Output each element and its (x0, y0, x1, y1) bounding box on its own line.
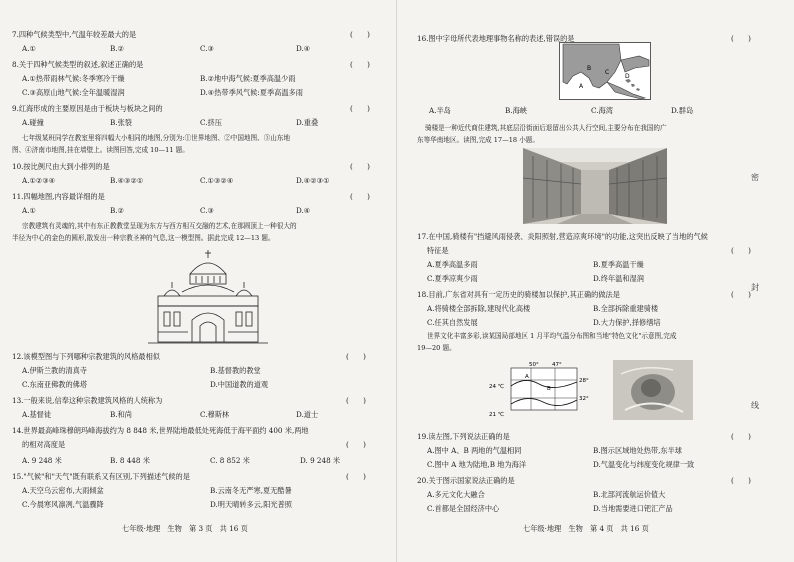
option-b: B.② (110, 206, 125, 215)
answer-paren-15: ( ) (346, 472, 366, 481)
question-14-line-1: 14.世界最高峰珠穆朗玛峰海拔约为 8 848 米,世界陆地最低处死海低于海平面约 400 米,两地 (12, 426, 309, 435)
question-16: 16.图中字母所代表地理事物名称的表述,错误的是 (417, 34, 575, 43)
option-a: A.将骑楼全部拆除,建现代化高楼 (427, 304, 531, 313)
question-17-line-2: 特征是 (427, 246, 449, 255)
latitude-label-1: 28° (579, 378, 589, 384)
map-label-a: A (579, 83, 584, 90)
latitude-label-2: 32° (579, 396, 589, 402)
answer-paren-18: ( ) (731, 290, 751, 299)
option-d: D.气温变化与纬度变化规律一致 (593, 460, 695, 469)
option-b: B.夏季高温干燥 (593, 260, 644, 269)
isotherm-map (489, 360, 597, 422)
option-d: D.道士 (296, 410, 319, 419)
point-b-label: B (547, 386, 551, 392)
answer-paren-9: ( ) (350, 104, 370, 113)
option-c: C.首都是全国经济中心 (427, 504, 500, 513)
seal-line-char-1: 密 (751, 173, 759, 182)
question-12: 12.该模型图与下列哪种宗教建筑的风格最相似 (12, 352, 160, 361)
option-b: B.基督教的教堂 (210, 366, 261, 375)
option-a: A.碰撞 (22, 118, 44, 127)
question-17-line-1: 17.在中国,骑楼有"挡避风雨侵袭、炎阳照射,营造凉爽环境"的功能,这突出反映了当地的气候 (417, 232, 708, 241)
isotherm-label-1: 24 ℃ (489, 384, 504, 390)
option-d: D.大力保护,择修缮培 (593, 318, 661, 327)
answer-paren-20: ( ) (731, 476, 751, 485)
option-d: D.当地需要进口钯汇产品 (593, 504, 673, 513)
answer-paren-16: ( ) (731, 34, 751, 43)
option-d: D.明天晴转多云,阳光普照 (210, 500, 292, 509)
option-c: C. 8 852 米 (210, 456, 250, 465)
answer-paren-14: ( ) (346, 440, 366, 449)
question-9: 9.红海形成的主要原因是由于板块与板块之间的 (12, 104, 163, 113)
option-d: D.④ (296, 44, 311, 53)
question-8: 8.关于四种气候类型的叙述,叙述正确的是 (12, 60, 144, 69)
option-a: A.夏季高温多雨 (427, 260, 478, 269)
isotherm-label-2: 21 ℃ (489, 412, 504, 418)
page-footer: 七年级·地理 生物 第 3 页 共 16 页 (122, 524, 248, 533)
coastline-map (559, 42, 651, 100)
option-a: A.①②③④ (22, 176, 56, 185)
option-d: D.中国道教的道观 (210, 380, 269, 389)
cathedral-illustration (148, 248, 268, 344)
answer-paren-7: ( ) (350, 30, 370, 39)
option-c: C.图中 A 地为陆地,B 地为海洋 (427, 460, 527, 469)
option-b: B.张裂 (110, 118, 132, 127)
question-13: 13.一般来说,信奉这种宗教建筑风格的人统称为 (12, 396, 163, 405)
option-c: C.夏季凉爽少雨 (427, 274, 478, 283)
map-label-c: C (605, 69, 610, 76)
answer-paren-11: ( ) (350, 192, 370, 201)
option-b: B.北部河流航运价值大 (593, 490, 666, 499)
intro-12-line-1: 宗教建筑有灵魂的,其中有东正教教堂呈现为东方与西方相互交融的艺术,在那圆顶上一种很大的 (22, 222, 297, 230)
answer-paren-17: ( ) (731, 246, 751, 255)
option-d: D.④热带季风气候:夏季高温多雨 (200, 88, 303, 97)
option-d: D.④②③① (296, 176, 330, 185)
seal-line-char-2: 封 (751, 283, 759, 292)
intro-12-line-2: 半径为中心的金色的圆形,散发出一种宗教圣神的气息,这一模型图。据此完成 12—13 题。 (12, 234, 275, 242)
option-a: A.半岛 (429, 106, 451, 115)
map-label-d: D (625, 73, 630, 80)
option-a: A.天空乌云密布,大雨倾盆 (22, 486, 104, 495)
option-c: C.海湾 (591, 106, 613, 115)
point-a-label: A (525, 374, 529, 380)
option-c: C.③ (200, 206, 214, 215)
option-a: A.伊斯兰教的清真寺 (22, 366, 87, 375)
option-d: D.④ (296, 206, 311, 215)
option-c: C.穆斯林 (200, 410, 230, 419)
intro-17-line-1: 骑楼是一种近代商住建筑,其底层沿街面后退留出公共人行空间,主要分布在我国的广 (425, 124, 667, 132)
question-19: 19.读左图,下列说法正确的是 (417, 432, 510, 441)
option-b: B.② (110, 44, 125, 53)
culture-photo (613, 360, 693, 420)
option-b: B.全部拆除重建骑楼 (593, 304, 659, 313)
question-20: 20.关于图示国家说法正确的是 (417, 476, 515, 485)
question-15: 15."气候"和"天气"既有联系又有区别,下列描述气候的是 (12, 472, 190, 481)
option-c: C.今晨寒风凛冽,气温骤降 (22, 500, 104, 509)
intro-10-line-2: 图、④济南市地图,挂在墙壁上。读图回答,完成 10—11 题。 (12, 146, 189, 154)
intro-17-line-2: 东等华南地区。读图,完成 17—18 小题。 (417, 136, 539, 144)
longitude-label-2: 47° (552, 362, 562, 368)
map-label-b: B (587, 65, 592, 72)
answer-paren-12: ( ) (346, 352, 366, 361)
option-a: A.① (22, 44, 36, 53)
right-page (397, 0, 794, 562)
option-a: A.基督徒 (22, 410, 52, 419)
option-b: B. 8 448 米 (110, 456, 150, 465)
longitude-label-1: 50° (529, 362, 539, 368)
option-b: B.和尚 (110, 410, 132, 419)
option-a: A.多元文化大融合 (427, 490, 485, 499)
question-14-line-2: 的相对高度是 (22, 440, 66, 449)
intro-10-line-1: 七年级某班同学在教室里将四幅大小相同的地图,分别为:①世界地图、②中国地图、③山东地 (22, 134, 291, 142)
question-10: 10.按比例尺由大到小排列的是 (12, 162, 110, 171)
question-7: 7.四种气候类型中,气温年较差最大的是 (12, 30, 137, 39)
option-a: A.①热带雨林气候:冬季寒冷干燥 (22, 74, 125, 83)
option-a: A. 9 248 米 (22, 456, 62, 465)
option-b: B.④③②① (110, 176, 144, 185)
option-b: B.②地中海气候:夏季高温少雨 (200, 74, 296, 83)
option-c: C.③高原山地气候:全年温暖湿润 (22, 88, 125, 97)
option-d: D. 9 248 米 (300, 456, 341, 465)
question-11: 11.四幅地图,内容最详细的是 (12, 192, 105, 201)
option-d: D.群岛 (671, 106, 694, 115)
option-c: C.③ (200, 44, 214, 53)
answer-paren-8: ( ) (350, 60, 370, 69)
option-b: B.图示区域地处热带,东半球 (593, 446, 682, 455)
answer-paren-10: ( ) (350, 162, 370, 171)
option-d: D.终年温和湿润 (593, 274, 644, 283)
page-footer: 七年级·地理 生物 第 4 页 共 16 页 (523, 524, 649, 533)
option-c: C.任其自然发展 (427, 318, 478, 327)
seal-line-char-3: 线 (751, 401, 759, 410)
option-c: C.挤压 (200, 118, 222, 127)
intro-19-line-2: 19—20 题。 (417, 344, 456, 352)
intro-19-line-1: 世界文化丰富多彩,读某国局部地区 1 月平均气温分布图和当地"特色文化"示意图,完成 (427, 332, 677, 340)
option-a: A.图中 A、B 两地的气温相同 (427, 446, 522, 455)
option-c: C.东南亚佛教的佛塔 (22, 380, 88, 389)
question-18: 18.目前,广东省对具有一定历史的骑楼加以保护,其正确的做法是 (417, 290, 620, 299)
option-b: B.海峡 (505, 106, 527, 115)
answer-paren-13: ( ) (346, 396, 366, 405)
option-d: D.重叠 (296, 118, 319, 127)
arcade-building-photo (523, 148, 667, 224)
option-b: B.云南冬无严寒,夏无酷暑 (210, 486, 292, 495)
option-a: A.① (22, 206, 36, 215)
answer-paren-19: ( ) (731, 432, 751, 441)
option-c: C.①③②④ (200, 176, 234, 185)
